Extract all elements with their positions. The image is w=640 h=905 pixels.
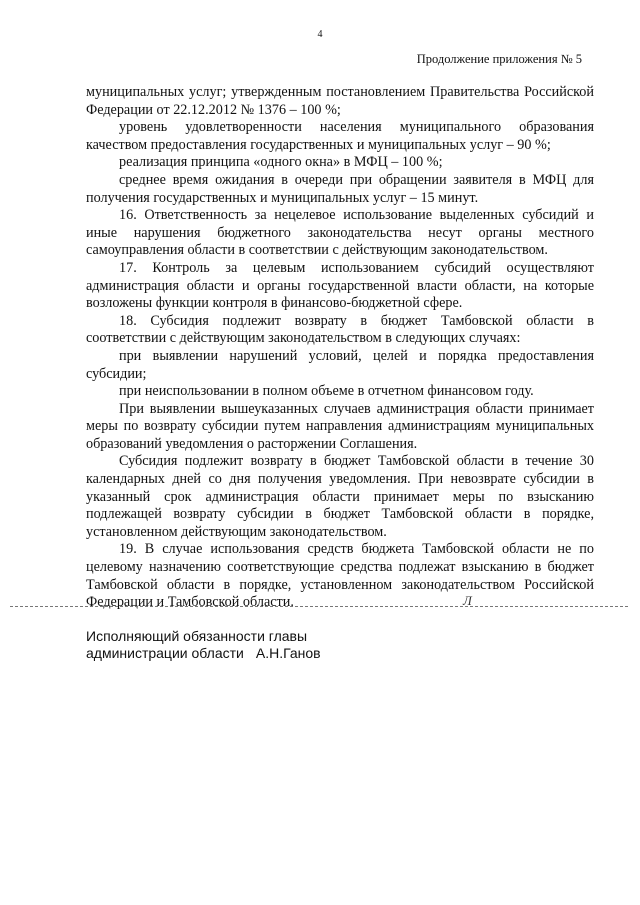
paragraph: реализация принципа «одного окна» в МФЦ – 100 %;	[119, 154, 443, 171]
signatory-name: А.Н.Ганов	[255, 645, 321, 661]
separator-line	[10, 606, 628, 607]
signature-block	[86, 628, 321, 662]
signature-title-line1: Исполняющий обязанности главы	[86, 628, 308, 644]
paragraph: 16. Ответственность за нецелевое использование выделенных субсидий и иные нарушения бюджетного законодательства несут органы местного самоуправления области в соответствии с действующим законодательством.	[86, 207, 594, 259]
paragraph: 18. Субсидия подлежит возврату в бюджет Тамбовской области в соответствии с действующим законодательством в следующих случаях:	[86, 312, 594, 347]
signature-title-line2	[86, 645, 321, 662]
page-number: 4	[317, 29, 323, 40]
paragraph: Субсидия подлежит возврату в бюджет Тамбовской области в течение 30 календарных дней со дня получения уведомления. При невозврате субсидии в указанный срок администрация области принимает меры по взысканию подлежащей возврату субсидии в бюджет Тамбовской области в порядке, установленном действующим законодательством.	[86, 453, 594, 540]
paragraph: среднее время ожидания в очереди при обращении заявителя в МФЦ для получения государственных и муниципальных услуг – 15 минут.	[86, 171, 594, 206]
appendix-note: Продолжение приложения № 5	[416, 52, 582, 66]
paragraph: При выявлении вышеуказанных случаев администрация области принимает меры по возврату субсидии путем направления администрациям муниципальных образований уведомления о расторжении Соглашения.	[86, 400, 594, 452]
paragraph: муниципальных услуг; утвержденным постановлением Правительства Российской Федерации от 22.12.2012 № 1376 – 100 %;	[86, 84, 594, 118]
paragraph: уровень удовлетворенности населения муниципального образования качеством предоставления государственных и муниципальных услуг – 90 %;	[86, 119, 594, 153]
body-text	[86, 84, 594, 612]
paragraph: 19. В случае использования средств бюджета Тамбовской области не по целевому назначению соответствующие средства подлежат взысканию в бюджет Тамбовской области в порядке, установленном законодательством Российской Федерации и Тамбовской области.	[86, 541, 594, 611]
paragraph: при выявлении нарушений условий, целей и порядка предоставления субсидии;	[86, 347, 594, 382]
paragraph: при неиспользовании в полном объеме в отчетном финансовом году.	[119, 383, 534, 400]
end-mark: Л	[463, 593, 472, 608]
paragraph: 17. Контроль за целевым использованием субсидий осуществляют администрация области и органы государственной власти области, на которые возложены функции контроля в финансово-бюджетной сфере.	[86, 259, 594, 312]
signature-title: администрации области	[86, 645, 244, 661]
